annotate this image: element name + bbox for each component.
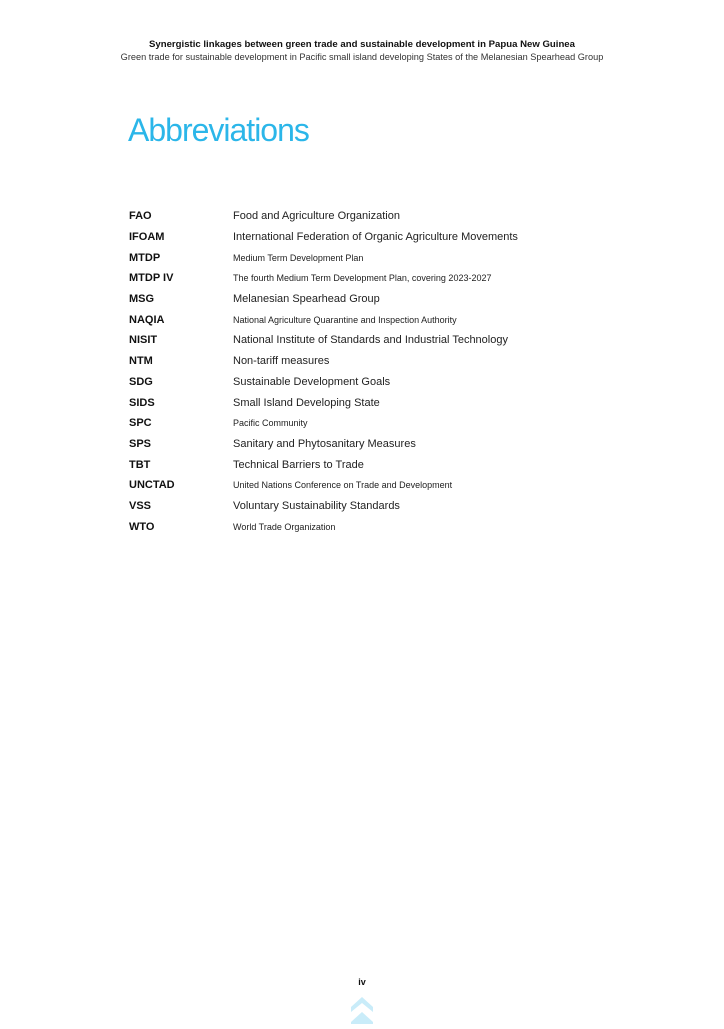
abbreviation-description: National Agriculture Quarantine and Inspection Authority bbox=[233, 314, 457, 325]
abbreviation-code: SPS bbox=[129, 437, 152, 450]
page-number: iv bbox=[358, 977, 366, 987]
abbreviation-code: WTO bbox=[129, 520, 155, 533]
abbreviation-row bbox=[129, 496, 609, 517]
abbreviation-code: SIDS bbox=[129, 396, 155, 409]
double-chevron-up-icon bbox=[350, 995, 374, 1024]
abbreviations-list bbox=[129, 206, 609, 537]
abbreviation-code: MTDP IV bbox=[129, 272, 174, 285]
abbreviation-description: Sanitary and Phytosanitary Measures bbox=[233, 437, 416, 450]
abbreviation-row bbox=[129, 247, 609, 268]
abbreviation-description: Sustainable Development Goals bbox=[233, 375, 391, 388]
header-title: Synergistic linkages between green trade and sustainable development in Papua New Guinea bbox=[149, 39, 575, 50]
abbreviation-code: MTDP bbox=[129, 251, 161, 264]
abbreviation-description: Non-tariff measures bbox=[233, 355, 330, 368]
abbreviation-description: Medium Term Development Plan bbox=[233, 252, 364, 263]
abbreviation-row bbox=[129, 392, 609, 413]
running-header bbox=[0, 39, 724, 63]
abbreviation-code: TBT bbox=[129, 458, 151, 471]
abbreviation-row bbox=[129, 413, 609, 434]
abbreviation-code: SDG bbox=[129, 375, 153, 388]
abbreviation-row bbox=[129, 434, 609, 455]
header-subtitle: Green trade for sustainable development in Pacific small island developing States of the Melanesian Spearhead Group bbox=[120, 52, 604, 62]
abbreviation-description: Food and Agriculture Organization bbox=[233, 210, 400, 223]
abbreviation-row bbox=[129, 475, 609, 496]
abbreviation-code: FAO bbox=[129, 210, 152, 223]
abbreviation-description: Melanesian Spearhead Group bbox=[233, 293, 380, 306]
abbreviation-code: NTM bbox=[129, 355, 153, 368]
abbreviation-description: World Trade Organization bbox=[233, 521, 336, 532]
abbreviation-code: SPC bbox=[129, 417, 152, 430]
abbreviation-description: Technical Barriers to Trade bbox=[233, 458, 364, 471]
abbreviation-row bbox=[129, 330, 609, 351]
abbreviation-description: National Institute of Standards and Industrial Technology bbox=[233, 334, 508, 347]
abbreviation-code: MSG bbox=[129, 293, 155, 306]
abbreviation-code: NAQIA bbox=[129, 313, 165, 326]
abbreviation-row bbox=[129, 268, 609, 289]
abbreviation-code: NISIT bbox=[129, 334, 158, 347]
abbreviation-code: UNCTAD bbox=[129, 479, 175, 492]
abbreviation-row bbox=[129, 309, 609, 330]
abbreviation-code: IFOAM bbox=[129, 231, 165, 244]
abbreviation-description: Pacific Community bbox=[233, 418, 308, 429]
abbreviation-description: Small Island Developing State bbox=[233, 396, 380, 409]
abbreviation-description: Voluntary Sustainability Standards bbox=[233, 499, 400, 512]
page-title: Abbreviations bbox=[128, 112, 309, 148]
abbreviation-description: United Nations Conference on Trade and Development bbox=[233, 480, 453, 491]
abbreviation-row bbox=[129, 289, 609, 310]
abbreviation-row bbox=[129, 516, 609, 537]
abbreviation-row bbox=[129, 351, 609, 372]
abbreviation-description: International Federation of Organic Agriculture Movements bbox=[233, 231, 518, 244]
abbreviation-row bbox=[129, 206, 609, 227]
abbreviation-code: VSS bbox=[129, 499, 152, 512]
abbreviation-row bbox=[129, 227, 609, 248]
abbreviation-row bbox=[129, 454, 609, 475]
abbreviation-description: The fourth Medium Term Development Plan, covering 2023-2027 bbox=[233, 273, 492, 284]
abbreviation-row bbox=[129, 372, 609, 393]
